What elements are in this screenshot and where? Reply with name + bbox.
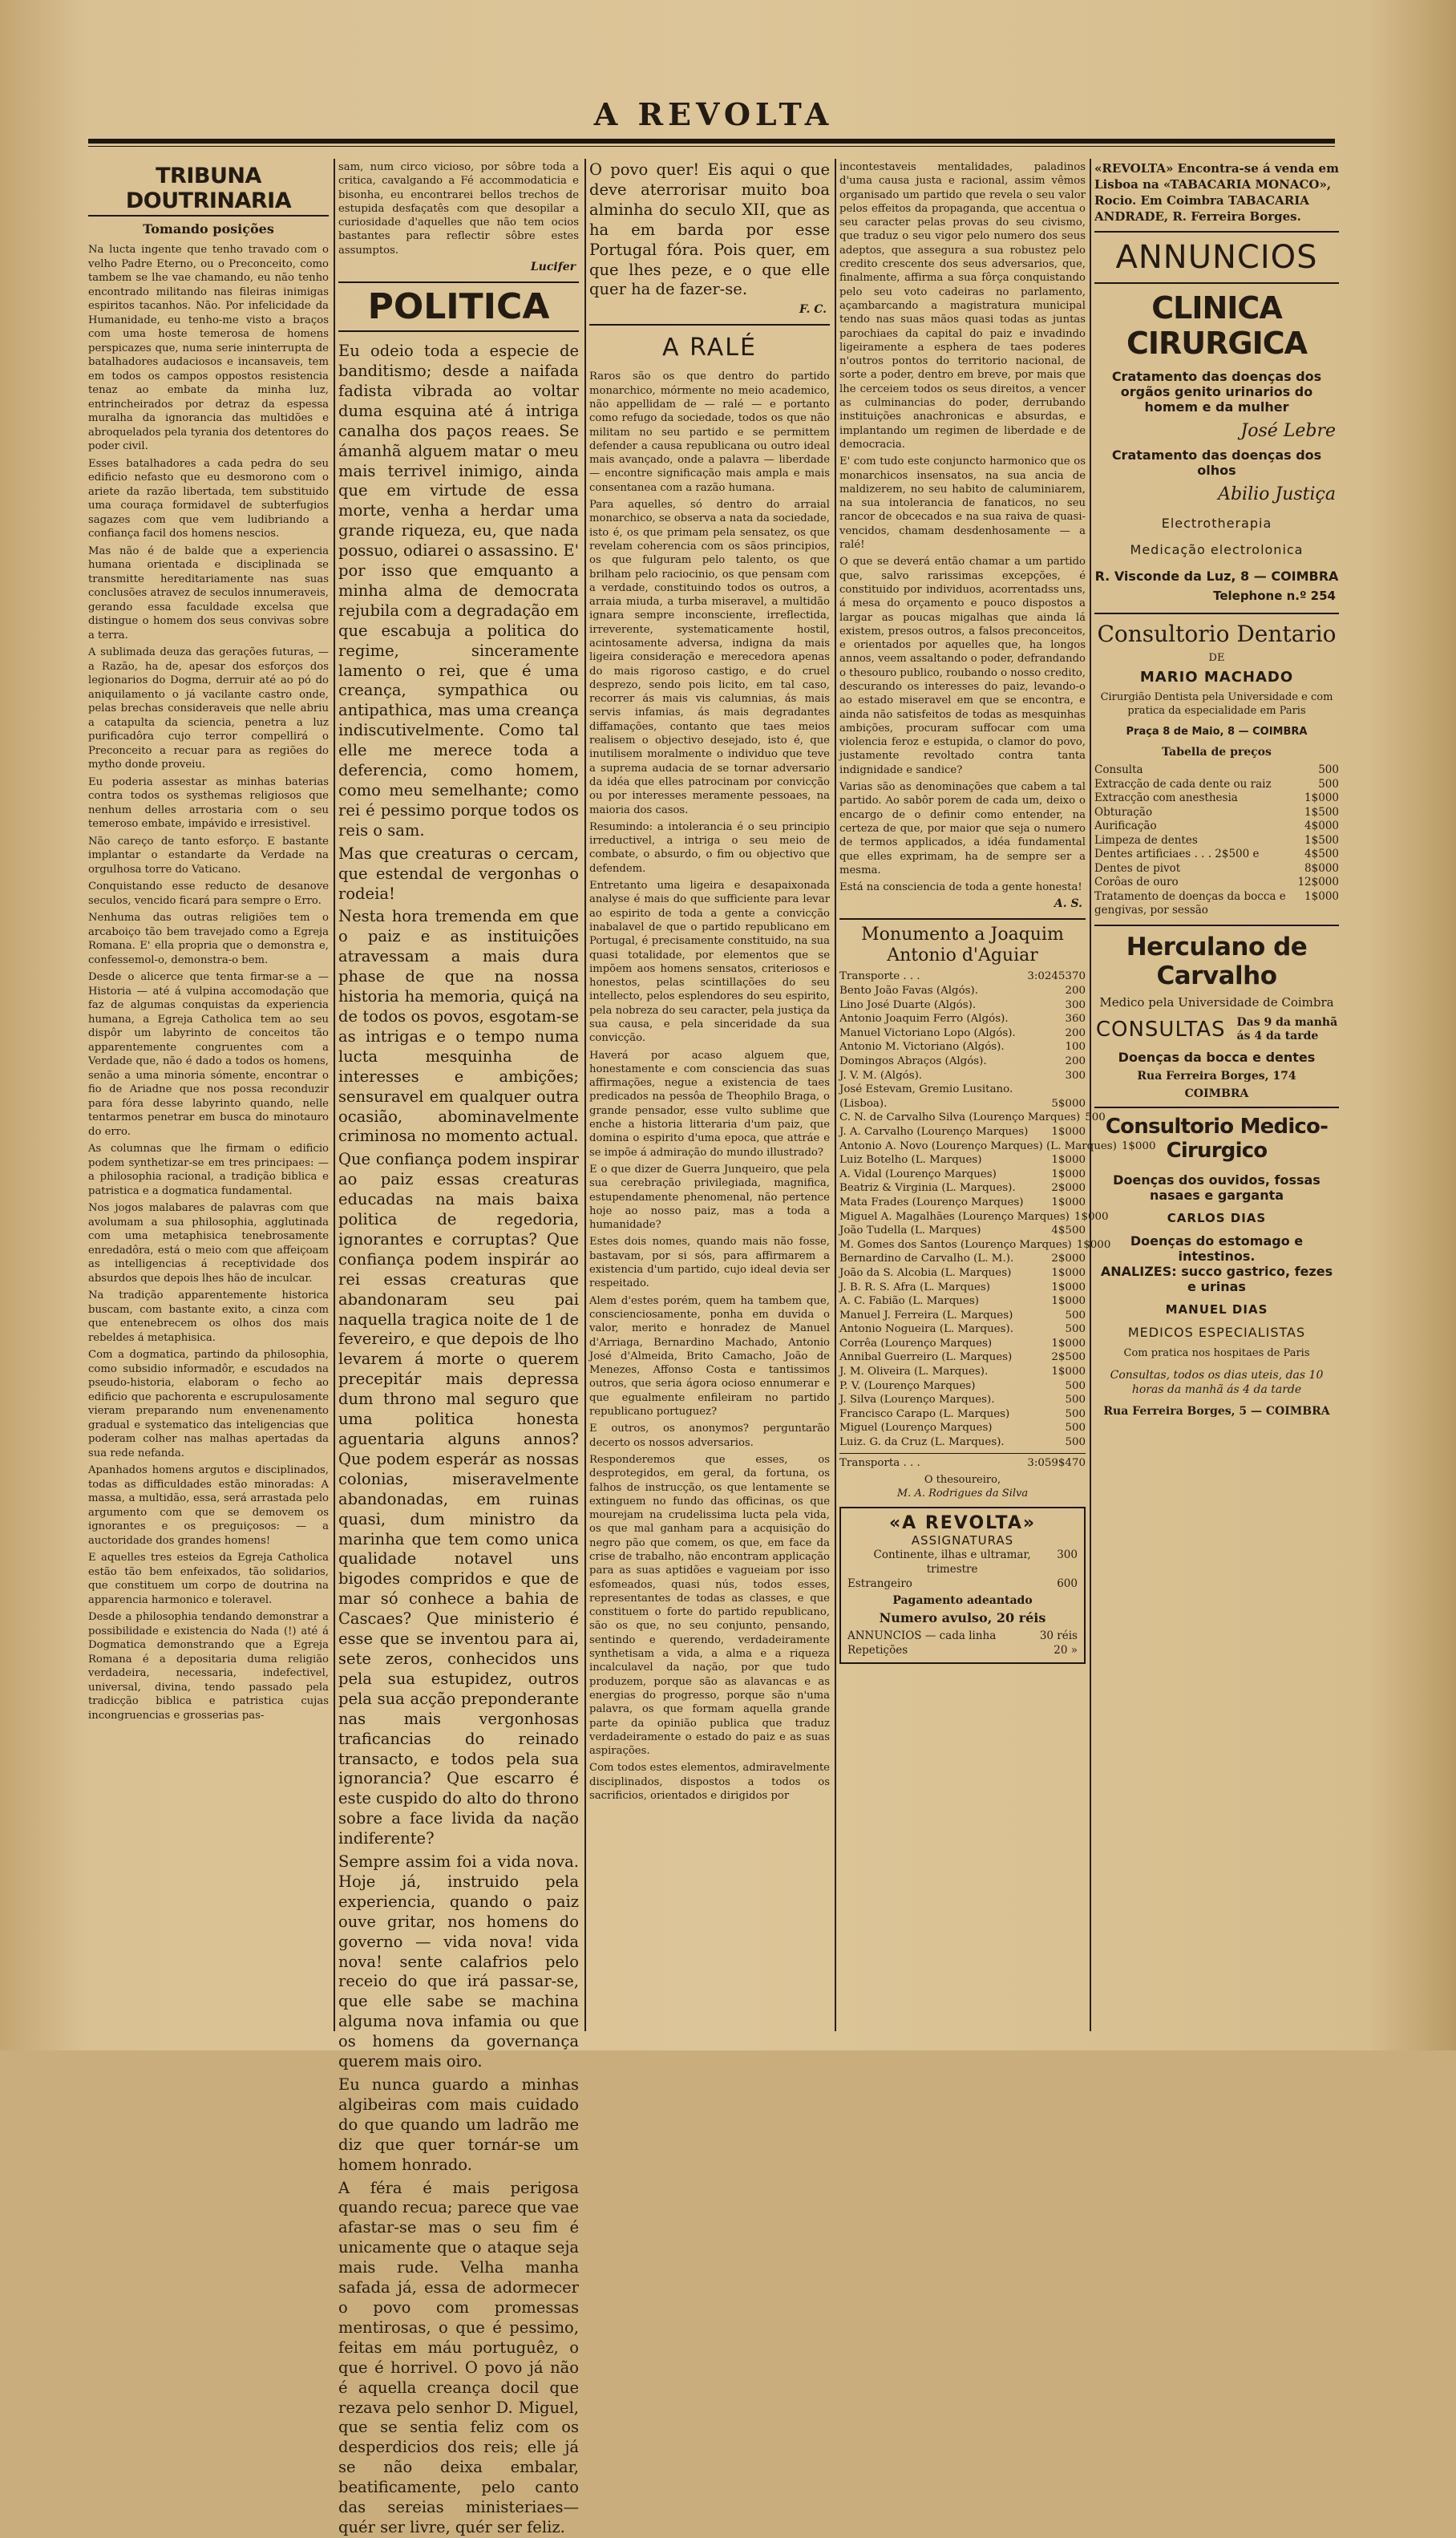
paragraph: Varias são as denominações que cabem a tal partido. Ao sabôr porem de cada um, deixo o encargo de o definir como entender, na certeza de que, por maior que seja o numero de termos applicados, a idéa fundamental que elles exprimam, ha de sempre ser a mesma. <box>839 781 1086 876</box>
price-value: 4$500 <box>1304 848 1339 860</box>
dentario-title: Consultorio Dentario <box>1097 621 1337 647</box>
paragraph: Eu nunca guardo a minhas algibeiras com mais cuidado do que quando um ladrão me diz que quer tornár-se um homem honrado. <box>338 2075 579 2174</box>
ledger-row <box>839 1407 1086 1422</box>
paragraph: Desde o alicerce que tenta firmar-se a — Historia — até á vulpina accomodação que faz de algumas conquistas da experiencia humana, a Egreja Catholica tem ao seu dispôr um labyrinto de conceitos tão apparentemente congruentes com a Verdade que, não é dado a todos os homens, senão a uma minoria sómente, encontrar o fio de Ariadne que nos possa reconduzir para fóra desse labyrinto quando, nelle tentarmos penetrar em busca do minotauro do erro. <box>88 971 329 1138</box>
ledger-row <box>839 1083 1086 1097</box>
column-3 <box>589 160 830 2029</box>
paragraph: incontestaveis mentalidades, paladinos d'uma causa justa e racional, assim vêmos organisado um partido que revela o seu valor pelos effeitos da propaganda, que accentua o seu caracter pelas provas do seu civismo, que traduz o seu vigor pelo numero dos seus adeptos, que assegura a sua robustez pelo credito crescente dos seus adversarios, que, finalmente, affirma a sua fôrça conquistando pelo seu voto cadeiras no parlamento, açambarcando a magistratura municipal tendo nas suas mãos quasi todas as juntas parochiaes da capital do paiz e invadindo ligeiramente a esphera de taes poderes n'outros pontos do territorio nacional, de sorte a poder, dentro em breve, por mais que lhe cerceiem todos os seus direitos, a vencer as culminancias do poder, derrubando instituições anachronicas e absurdas, e implantando um regimen de liberdade e de democracia. <box>839 161 1086 451</box>
ledger-name: Domingos Abraços (Algós). <box>839 1055 987 1067</box>
ledger-row <box>839 1111 1106 1125</box>
ledger-row <box>839 969 1086 984</box>
paragraph: Para aquelles, só dentro do arraial monarchico, se observa a nata da sociedade, isto é, os que primam pela sensatez, os que revelam coherencia com os sãos principios, os que fulguram pelo talento, os que brilham pelo raciocinio, os que pensam com a verdade, constituindo todos os outros, a arraia miuda, a turba miseravel, a multidão ignara sempre inconsciente, irreflectida, irreverente, systematicamente hostil, acintosamente adversa, indigna da mais ligeira consideração e merecedora apenas do mais rigoroso castigo, e do cruel desprezo, sendo pois licito, em tal caso, recorrer ás mais vis calumnias, ás mais servis infamias, ás mais degradantes diffamações, contanto que taes meios realisem o objectivo desejado, isto é, que inutilisem moralmente o individuo que teve a suprema audacia de se tornar adversario da idéa que elles patrocinam por convicção ou por interesses meramente pessoaes, na maioria dos casos. <box>589 499 830 816</box>
ledger-row <box>839 1210 1109 1224</box>
ledger-amount: 500 <box>1065 1379 1086 1392</box>
consultas-label: CONSULTAS <box>1095 1017 1226 1042</box>
price-row <box>1094 820 1339 834</box>
masthead-rule-thin <box>88 146 1335 147</box>
ledger-name: Bernardino de Carvalho (L. M.). <box>839 1253 1014 1265</box>
ledger-amount: 300 <box>1065 1069 1086 1082</box>
ledger-name: J. M. Oliveira (L. Marques). <box>839 1366 989 1378</box>
ledger-name: Manuel J. Ferreira (L. Marques) <box>839 1309 1013 1322</box>
medico-cirurgico-ad <box>1094 1108 1339 1424</box>
ledger-name: J. A. Carvalho (Lourenço Marques) <box>839 1125 1029 1138</box>
ledger-row <box>839 1097 1086 1111</box>
paragraph: Eu odeio toda a especie de banditismo; desde a naifada fadista vibrada ao voltar duma esquina até á intriga canalha dos paços reaes. Se ámanhã alguem matar o meu mais terrivel inimigo, ainda que em virtude de essa morte, venha a herdar uma grande riqueza, eu, que nada possuo, odiarei o assassino. E' por isso que emquanto a minha alma de democrata rejubila com a degradação em que escabuja a politica do regime, sinceramente lamento o rei, que é uma creança, sympathica ou antipathica, mas uma creança indiscutivelmente. Como tal elle me merece toda a deferencia, como homem, como meu semelhante; como rei é pessimo porque todos os reis o sam. <box>338 342 579 840</box>
ledger-amount: 3:0245370 <box>1027 970 1086 983</box>
ledger-amount: 1$000 <box>1051 1168 1086 1180</box>
ledger-amount: 300 <box>1065 998 1086 1011</box>
olhos-doctor: Abilio Justiça <box>1218 484 1336 504</box>
ledger-name: João Tudella (L. Marques) <box>839 1224 981 1237</box>
price-item: Extracção com anesthesia <box>1094 791 1238 804</box>
herculano-title: Herculano de Carvalho <box>1126 932 1308 990</box>
cmc-specialty-2: Doenças do estomago e intestinos. <box>1130 1233 1304 1264</box>
ledger-row <box>839 1266 1086 1281</box>
column-1 <box>88 160 329 2029</box>
consultas-hours <box>1237 1016 1338 1043</box>
paragraph: Que confiança podem inspirar ao paiz essas creaturas educadas na mais baixa politica de regedoria, ignorantes e corruptas? Que confiança podem inspirár ao rei essas creaturas que abandonaram seu pai naquella tragica noite de 1 de fevereiro, e que depois de lho levarem á morte o querem precepitár mais depressa dum throno mal seguro que uma politica honesta aguentaria alguns annos? Que podem esperár as nossas colonias, miseravelmente abandonadas, em ruinas quasi, dum ministro da marinha que tem como unica qualidade notavel uns bigodes compridos e que de mar só conhece a bahia de Cascaes? Que ministerio é esse que se inventou para ai, sete zeros, conhecidos uns pela sua estupidez, outros pela sua acção preponderante nas mais vergonhosas traficancias do reinado transacto, e todos pela sua ignorancia? Que escarro é este cuspido do alto do throno sobre a face livida da nação indiferente? <box>338 1150 579 1848</box>
ledger-name: J. B. R. S. Afra (L. Marques) <box>839 1281 990 1293</box>
price-row <box>1094 834 1339 848</box>
paragraph: Esses batalhadores a cada pedra do seu edificio nefasto que eu desmorono com o ariete da razão libertada, tem substituido uma couraça formidavel de subterfugios sagazes com que vem ludibriando a confiança facil dos homens nescios. <box>88 457 329 540</box>
ledger-name: A. Vidal (Lourenço Marques) <box>839 1168 997 1180</box>
column-separator <box>835 159 836 2031</box>
ledger-name: Antonio M. Victoriano (Algós). <box>839 1041 1005 1054</box>
clinica-subtitle: Cratamento das doenças dos orgãos genito urinarios do homem e da mulher <box>1111 369 1322 415</box>
article-divider <box>839 918 1086 920</box>
ledger-row <box>839 1168 1086 1182</box>
subscription-title: «A REVOLTA» <box>888 1513 1037 1534</box>
paragraph: As columnas que lhe firmam o edificio podem synthetizar-se em tres principaes: — a philosophia racional, a tradição biblica e patristica e a dogmatica fundamental. <box>88 1143 329 1197</box>
ledger-row <box>839 1365 1086 1379</box>
annuncios-title: ANNUNCIOS <box>1115 239 1318 276</box>
paragraph: Alem d'estes porém, quem ha tambem que, conscienciosamente, ponha em duvida o valor, merito e honradez de Manuel d'Arriaga, Bernardino Machado, Antonio José d'Almeida, Brito Camacho, João de Menezes, Affonso Costa e tantissimos outros, que seria ágora ocioso ennumerar e que egualmente enfileiram no partido republicano portuguez? <box>589 1294 830 1419</box>
monumento-title: Monumento a Joaquim Antonio d'Aguiar <box>861 925 1064 966</box>
price-value: 1$500 <box>1304 805 1339 819</box>
dentario-de: DE <box>1208 652 1225 664</box>
paragraph: Mas que creaturas o cercam, que estendal de vergonhas o rodeia! <box>338 844 579 903</box>
paragraph: E aquelles tres esteios da Egreja Catholica estão tão bem enfeixados, tão solidarios, que constituem um corpo de doutrina na apparencia harmonico e toleravel. <box>88 1552 329 1606</box>
price-item: Dentes de pivot <box>1094 861 1181 875</box>
price-value: 12$000 <box>1297 876 1339 889</box>
column-separator <box>1090 159 1091 2031</box>
ledger-amount: 500 <box>1065 1309 1086 1322</box>
price-value: 500 <box>1318 763 1339 776</box>
price-value: 1$000 <box>1304 791 1339 804</box>
subscription-subtitle: ASSIGNATURAS <box>911 1533 1014 1548</box>
ledger-row <box>839 1224 1086 1238</box>
ledger-name: Luiz Botelho (L. Marques) <box>839 1154 982 1167</box>
subscription-line-label: Estrangeiro <box>847 1577 912 1591</box>
paragraph: sam, num circo vicioso, por sôbre toda a critica, cavalgando a Fé accommodaticia e bisonha, eu encontrarei bellos trechos de estupida desfaçatês com que desopilar a curiosidade d'aquelles que não tem ocios bastantes para reflectir sôbre estes assumptos. <box>338 161 579 257</box>
ledger-name: Antonio A. Novo (Lourenço Marques) (L. Marques) <box>839 1139 1117 1152</box>
price-item: Limpeza de dentes <box>1094 833 1198 847</box>
treasurer <box>839 1473 1086 1500</box>
paragraph: Não careço de tanto esforço. E bastante implantar o estandarte da Verdade na orgulhosa torre do Vaticano. <box>88 835 329 876</box>
ledger-name: Antonio Joaquim Ferro (Algós). <box>839 1013 1009 1026</box>
ledger-amount: 1$000 <box>1076 1238 1111 1251</box>
ledger-row <box>839 1281 1086 1295</box>
ledger-name: P. V. (Lourenço Marques) <box>839 1379 976 1392</box>
ledger-name: João da S. Alcobia (L. Marques) <box>839 1266 1012 1279</box>
clinica-doctor: José Lebre <box>1240 421 1336 441</box>
price-item: Dentes artificiaes . . . 2$500 e <box>1094 848 1260 860</box>
ledger-row <box>839 1125 1086 1139</box>
paragraph: Conquistando esse reducto de desanove seculos, vencido ficará para sempre o Erro. <box>88 880 329 907</box>
tribuna-title: TRIBUNA DOUTRINARIA <box>88 164 329 217</box>
price-item: Extracção de cada dente ou raiz <box>1094 777 1272 791</box>
ledger-name: (Lisboa). <box>839 1097 888 1110</box>
ledger-name: J. V. M. (Algós). <box>839 1069 923 1082</box>
tribuna-subtitle: Tomando posições <box>143 221 274 237</box>
ledger-amount <box>1081 1083 1086 1097</box>
author-signature: A. S. <box>1054 897 1082 911</box>
subscription-line-label: Continente, ilhas e ultramar, trimestre <box>873 1548 1031 1577</box>
electrotherapia: Electrotherapia <box>1161 516 1272 531</box>
consultas-hours-end: ás 4 da tarde <box>1236 1029 1319 1042</box>
ledger-name: Beatriz & Virginia (L. Marques). <box>839 1182 1016 1195</box>
paragraph: Sempre assim foi a vida nova. Hoje já, instruido pela experiencia, quando o paiz ouve gritar, nos homens do governo — vida nova! vida nova! sente calafrios pelo receio do que irá passar-se, que elle sabe se machina alguma nova infamia ou que os homens da governança querem mais oiro. <box>338 1852 579 2071</box>
paragraph: Eu poderia assestar as minhas baterias contra todos os systhemas religiosos que nenhum delles arrostaria com o seu temeroso embate, impávido e irresistivel. <box>88 775 329 830</box>
price-item: Obturação <box>1094 805 1153 819</box>
ledger-amount: 1$000 <box>1051 1196 1086 1208</box>
cmc-title: Consultorio Medico-Cirurgico <box>1105 1114 1329 1163</box>
price-row <box>1094 848 1339 862</box>
clinica-address: R. Visconde da Luz, 8 — COIMBRA <box>1094 569 1339 584</box>
ledger-amount: 500 <box>1065 1323 1086 1336</box>
ledger-row <box>839 1196 1086 1210</box>
cmc-medicos: MEDICOS ESPECIALISTAS <box>1127 1324 1306 1340</box>
paragraph: O povo quer! Eis aqui o que deve aterrorisar muito boa alminha do seculo XII, que as ha em barda por esse Portugal fóra. Pois quer, em que lhes peze, e o que elle quer ha de fazer-se. <box>589 160 830 299</box>
ledger-name: C. N. de Carvalho Silva (Lourenço Marques) <box>839 1111 1081 1124</box>
author-signature: Lucifer <box>530 261 576 274</box>
subscription-line-value: 600 <box>1057 1577 1078 1591</box>
ledger-row <box>839 998 1086 1013</box>
repeat-price-label: Repetições <box>847 1644 908 1658</box>
price-value: 4$000 <box>1304 820 1339 832</box>
ledger-amount: 1$000 <box>1051 1366 1086 1378</box>
ledger-name: Francisco Carapo (L. Marques) <box>839 1407 1010 1420</box>
ledger-name: M. Gomes dos Santos (Lourenço Marques) <box>839 1238 1072 1251</box>
ledger-name: Manuel Victoriano Lopo (Algós). <box>839 1026 1016 1039</box>
price-row <box>1094 763 1339 778</box>
paragraph: Desde a philosophia tendando demonstrar a possibilidade e existencia do Nada (!) até á Dogmatica demonstrando que a Egreja Romana é a depositaria duma religião verdadeira, necessaria, indefectivel, universal, divina, tendo passado pela tradicção biblica e patristica cujas incongruencias e grosserias pas- <box>88 1611 329 1722</box>
paragraph: E outros, os anonymos? perguntarão decerto os nossos adversarios. <box>589 1423 830 1449</box>
author-signature: F. C. <box>799 303 827 317</box>
cmc-pratica: Com pratica nos hospitaes de Paris <box>1123 1346 1310 1359</box>
ledger-amount: 2$500 <box>1051 1351 1086 1364</box>
herculano-specialty: Doenças da bocca e dentes <box>1118 1049 1316 1065</box>
column-separator <box>334 159 335 2031</box>
dentario-name: MARIO MACHADO <box>1139 669 1294 686</box>
clinica-telephone: Telephone n.º 254 <box>1213 589 1336 603</box>
ledger-row <box>839 1153 1086 1168</box>
price-item: Tratamento de doenças da bocca e gengivas, por sessão <box>1094 889 1286 917</box>
treasurer-name: M. A. Rodrigues da Silva <box>896 1488 1029 1500</box>
paragraph: Na lucta ingente que tenho travado com o velho Padre Eterno, ou o Preconceito, como tambem se lhe vae chamando, eu não tenho encontrado militando nas fileiras inimigas espiritos tacanhos. Não. Por infelicidade da Humanidade, eu tenho-me visto a braços com uma hoste temerosa de homens perspicazes que, numa serie ininterrupta de batalhadores audaciosos e incansaveis, tem em todos os campos oppostos resistencia tenaz ao embate da minha luz, entrincheirados por detraz da espessa muralha da ignorancia das multidões e abroquelados pela tyrania dos detentores do poder civil. <box>88 244 329 452</box>
herculano-address: Rua Ferreira Borges, 174 <box>1137 1069 1296 1083</box>
masthead <box>88 96 1339 136</box>
ledger-row <box>839 1181 1086 1196</box>
paragraph: O que se deverá então chamar a um partido que, salvo rarissimas excepções, é constituido por individuos, acorrentadss uns, á mesa do orçamento e pouco dispostos a largar as poucas migalhas que ainda lá existem, presos outros, a falsos preconceitos, e orientados por aquelles que, ha longos annos, veem assaltando o poder, defrandando o thesouro publico, roubando o nosso credito, descurando os interesses do paiz, levando-o ao estado miseravel em que se encontra, e ainda não satisfeitos de todas as mesquinhas ambições, procuram suffocar com uma violencia feroz e estupida, o clamor do povo, justamente revoltado contra tanta indignidade e sandice? <box>839 556 1086 776</box>
ledger-amount: 100 <box>1065 1041 1086 1054</box>
ledger-name: A. C. Fabião (L. Marques) <box>839 1295 979 1308</box>
ledger-name: Luiz. G. da Cruz (L. Marques). <box>839 1436 1005 1449</box>
price-list <box>1094 763 1339 918</box>
ledger-amount: 1$000 <box>1051 1281 1086 1293</box>
ledger-row <box>839 1252 1086 1266</box>
subscription-line <box>847 1548 1078 1577</box>
subscription-ledger <box>839 969 1156 1449</box>
masthead-rule <box>88 139 1335 144</box>
payment-note: Pagamento adeantado <box>892 1594 1033 1608</box>
paragraph: A sublimada deuza das gerações futuras, — a Razão, ha de, apesar dos esforços dos legionarios do Dogma, derruir até ao pó do aniquilamento o já vacilante castro onde, pelas brechas consideraveis que nelle abriu a catapulta da sciencia, penetra a luz purificadôra cujo terror compellirá o Preconceito a recuar para as regiões do mytho donde proveiu. <box>88 646 329 771</box>
ledger-row <box>839 1069 1086 1083</box>
ledger-amount: 200 <box>1065 1055 1086 1067</box>
ledger-row <box>839 1393 1086 1407</box>
ad-price-label: ANNUNCIOS — cada linha <box>847 1629 997 1643</box>
ledger-amount: 1$000 <box>1051 1337 1086 1350</box>
paragraph: Na tradição apparentemente historica buscam, com bastante exito, a cinza com que entenebrecem os olhos dos mais rebeldes á metaphisica. <box>88 1289 329 1344</box>
ledger-amount: 1$000 <box>1051 1125 1086 1138</box>
olhos-subtitle: Cratamento das doenças dos olhos <box>1111 447 1322 478</box>
price-value: 1$500 <box>1304 833 1339 847</box>
ad-price-line <box>847 1629 1078 1643</box>
paragraph: A féra é mais perigosa quando recua; parece que vae afastar-se mas o seu fim é unicamente que o ataque seja mais rude. Velha manha safada já, essa de adormecer o povo com promessas mentirosas, o que é pessimo, feitas em máu portuguêz, o que é horrivel. O povo já não é aquella creança docil que rezava pelo senhor D. Miguel, que se sentia feliz com os desperdicios dos reis; elle já se não deixa embalar, beatificamente, pelo canto das sereias ministeriaes—quér ser livre, quér ser feliz. <box>338 2178 579 2536</box>
ledger-amount: 1$000 <box>1051 1154 1086 1167</box>
ledger-amount: 1$000 <box>1121 1139 1156 1152</box>
cmc-doctor-1: CARLOS DIAS <box>1167 1210 1267 1225</box>
price-row <box>1094 876 1339 890</box>
consultas-row <box>1094 1016 1339 1043</box>
consultas-hours-start: Das 9 da manhã <box>1236 1015 1338 1029</box>
ledger-name: Bento João Favas (Algós). <box>839 985 979 998</box>
treasurer-role: O thesoureiro, <box>924 1474 1001 1487</box>
subscription-line <box>847 1577 1078 1591</box>
herculano-subtitle: Medico pela Universidade de Coimbra <box>1099 994 1334 1010</box>
rale-title: A RALÉ <box>662 334 757 362</box>
paragraph: Com todos estes elementos, admiravelmente disciplinados, dispostos a todos os sacrificios, orientados e dirigidos por <box>589 1762 830 1803</box>
paragraph: E o que dizer de Guerra Junqueiro, que pela sua cerebração privilegiada, magnifica, estupendamente phenomenal, não pertence hoje ao nosso paiz, mas a toda a humanidade? <box>589 1163 830 1232</box>
ledger-amount: 360 <box>1065 1013 1086 1026</box>
paragraph: Está na consciencia de toda a gente honesta! <box>839 881 1082 894</box>
herculano-city: COIMBRA <box>1184 1087 1249 1100</box>
ledger-name: Mata Frades (Lourenço Marques) <box>839 1196 1024 1208</box>
price-row <box>1094 791 1339 806</box>
annuncios-header <box>1094 233 1339 284</box>
ledger-row <box>839 1294 1086 1309</box>
paragraph: Estes dois nomes, quando mais não fosse, bastavam, por si sós, para affirmarem a existencia d'um partido, cujo ideal devia ser respeitado. <box>589 1236 830 1290</box>
ledger-row <box>839 1435 1086 1450</box>
ledger-name: Corrêa (Lourenço Marques) <box>839 1337 993 1350</box>
ledger-total <box>839 1453 1086 1471</box>
cmc-specialty-1: Doenças dos ouvidos, fossas nasaes e garganta <box>1113 1172 1321 1203</box>
price-row <box>1094 862 1339 876</box>
paragraph: Mas não é de balde que a experiencia humana orientada e disciplinada se transmitte hereditariamente nas suas conclusões atravez de seculos innumeraveis, gerando essa faculdade excelsa que distingue o homem dos seus convivas sobre a terra. <box>88 544 329 642</box>
dentario-description: Cirurgião Dentista pela Universidade e com pratica da especialidade em Paris <box>1100 691 1333 717</box>
clinica-ad <box>1094 284 1339 614</box>
paragraph: Entretanto uma ligeira e desapaixonada analyse é mais do que sufficiente para levar ao espirito de toda a gente a convicção inabalavel de que o partido republicano em Portugal, é precisamente constituido, na sua quasi totalidade, por elementos que se impõem aos homens sensatos, criteriosos e honestos, pelas scintillações do seu intellecto, pelos esplendores do seu espirito, pela nobreza do seu caracter, pela justiça da sua causa, e pela sinceridade da sua convicção. <box>589 880 830 1045</box>
ledger-total-amount: 3:059$470 <box>1027 1456 1086 1469</box>
subscription-line-value: 300 <box>1057 1548 1078 1562</box>
ledger-row <box>839 1350 1086 1365</box>
ledger-amount: 500 <box>1065 1436 1086 1449</box>
ledger-name: Lino José Duarte (Algós). <box>839 998 977 1011</box>
ledger-total-label: Transporta . . . <box>839 1456 920 1469</box>
price-item: Corôas de ouro <box>1094 876 1179 889</box>
paragraph: Com a dogmatica, partindo da philosophia, como subsidio informadôr, e escudados na pseudo-historia, elaboram o fecho ao edificio que pachorenta e escrupulosamente vieram preparando num envenenamento gradual e systematico das inteligencias que poderam colher nas malhas apertadas da sua rede nefanda. <box>88 1349 329 1459</box>
paragraph: E' com tudo este conjuncto harmonico que os monarchicos insensatos, na sua ancia de maldizerem, no seu habito de caluminiarem, na sua intolerancia de fanaticos, no seu rancor de obcecados e na sua raiva de quasi-vencidos, chamam desdenhosamente — a ralé! <box>839 455 1086 552</box>
repeat-price-value: 20 » <box>1054 1644 1078 1658</box>
repeat-price-line <box>847 1643 1078 1658</box>
sale-notice-text: «REVOLTA» Encontra-se á venda em Lisboa na «TABACARIA MONACO», Rocio. Em Coimbra TABACARIA ANDRADE, R. Ferreira Borges. <box>1094 161 1339 224</box>
subscription-box <box>839 1507 1086 1664</box>
medicacao: Medicação electrolonica <box>1130 542 1304 557</box>
paragraph: Nesta hora tremenda em que o paiz e as instituições atravessam a mais dura phase de que na nossa historia ha memoria, quiçá na de todos os povos, esgotam-se as intrigas e o tempo numa lucta mesquinha de interesses e ambições; sensuravel em qualquer outra ocasião, abominavelmente criminosa no momento actual. <box>338 907 579 1146</box>
ledger-row <box>839 1139 1156 1154</box>
ledger-amount: 200 <box>1065 985 1086 998</box>
ledger-name: Antonio Nogueira (L. Marques). <box>839 1323 1013 1336</box>
article-divider <box>589 324 830 326</box>
ledger-row <box>839 1238 1111 1253</box>
price-value: 8$000 <box>1304 861 1339 875</box>
dentario-ad <box>1094 614 1339 926</box>
ledger-row <box>839 1012 1086 1026</box>
ledger-amount: 5$000 <box>1051 1097 1086 1110</box>
ledger-amount: 200 <box>1065 1026 1086 1039</box>
ledger-row <box>839 1040 1086 1054</box>
ledger-name: Transporte . . . <box>839 970 920 983</box>
ledger-amount: 4$500 <box>1051 1224 1086 1237</box>
ledger-amount: 2$000 <box>1051 1253 1086 1265</box>
ledger-name: Miguel (Lourenço Marques) <box>839 1422 993 1435</box>
ledger-amount: 1$000 <box>1051 1295 1086 1308</box>
herculano-ad <box>1094 926 1339 1108</box>
cmc-doctor-2: MANUEL DIAS <box>1165 1301 1268 1317</box>
ledger-amount: 500 <box>1065 1394 1086 1407</box>
dentario-address: Praça 8 de Maio, 8 — COIMBRA <box>1126 726 1308 738</box>
price-row <box>1094 778 1339 792</box>
ledger-name: Annibal Guerreiro (L. Marques) <box>839 1351 1013 1364</box>
paragraph: Apanhados homens argutos e disciplinados, todas as difficuldades estão minoradas: A massa, a multidão, essa, será arrastada pelo argumento com que se demovem os ignorantes e os preguiçosos: — a auctoridade dos grandes homens! <box>88 1464 329 1547</box>
column-2 <box>338 160 579 2536</box>
politica-title: POLITICA <box>338 281 579 332</box>
column-separator <box>584 159 586 2031</box>
ledger-amount: 500 <box>1085 1111 1106 1124</box>
price-row <box>1094 890 1339 918</box>
column-5-ads <box>1094 160 1339 2029</box>
ledger-row <box>839 1379 1086 1394</box>
paragraph: Haverá por acaso alguem que, honestamente e com consciencia das suas affirmações, negue a existencia de taes predicados na pessôa de Theophilo Braga, o grande pensador, esse vulto sublime que enche a historia litteraria d'um paiz, que domina o espirito d'uma epoca, que attráe e se impõe á admiração do mundo illustrado? <box>589 1049 830 1159</box>
ledger-row <box>839 1026 1086 1041</box>
paragraph: Raros são os que dentro do partido monarchico, mórmente no meio academico, não appellidam de — ralé — e portanto como refugo da sociedade, todos os que não militam no seu partido e se permittem defender a causa republicana ou outro ideal mais avançado, onde a palavra — liberdade — encontre significação mais ampla e mais consentanea com a razão humana. <box>589 370 830 494</box>
ledger-row <box>839 1421 1086 1435</box>
ledger-amount: 2$000 <box>1051 1182 1086 1195</box>
prices-title: Tabella de preços <box>1162 746 1272 759</box>
ledger-name: José Estevam, Gremio Lusitano. <box>839 1083 1013 1096</box>
ledger-amount: 500 <box>1065 1422 1086 1435</box>
ledger-amount: 500 <box>1065 1407 1086 1420</box>
price-row <box>1094 806 1339 820</box>
price-value: 500 <box>1318 777 1339 791</box>
ledger-row <box>839 984 1086 998</box>
price-item: Consulta <box>1094 763 1143 776</box>
price-value: 1$000 <box>1304 889 1339 903</box>
ledger-row <box>839 1337 1086 1351</box>
ledger-amount: 1$000 <box>1074 1210 1109 1223</box>
ledger-row <box>839 1322 1086 1337</box>
paragraph: Responderemos que esses, os desprotegidos, em geral, da fortuna, os falhos de instrucção, os que lentamente se extinguem no fundo das officinas, os que mourejam na crudelissima lucta pela vida, os que mal ganham para a acquisição do negro pão que comem, os que, em face da crise de trabalho, não encontram applicação para as suas aptidões e vagueiam por isso esfomeados, quasi nús, todos esses, representantes de todas as classes, e que constituem o forte do partido republicano, são os que, no seu conjunto, pensando, sentindo e querendo, verdadeiramente synthetisam a vida, a alma e a riqueza incalculavel da nação, por que tudo produzem, porque são as alavancas e as energias do progresso, porque são n'uma palavra, os que formam aquella grande parte da opinião publica que traduz verdadeiramente o estado do paiz e as suas aspirações. <box>589 1453 830 1758</box>
cmc-address: Rua Ferreira Borges, 5 — COIMBRA <box>1103 1404 1330 1418</box>
cmc-consultas: Consultas, todos os dias uteis, das 10 horas da manhã ás 4 da tarde <box>1110 1368 1324 1396</box>
ad-price-value: 30 réis <box>1039 1629 1078 1643</box>
ledger-row <box>839 1309 1086 1323</box>
paragraph: Nenhuma das outras religiões tem o arcaboiço tão bem travejado como a Egreja Romana. E' ella propria que o demonstra e, confessemol-o, demonstra-o bem. <box>88 912 329 966</box>
single-issue-price: Numero avulso, 20 réis <box>879 1610 1046 1626</box>
sale-notice <box>1094 160 1339 233</box>
clinica-title: CLINICA CIRURGICA <box>1126 290 1308 361</box>
ledger-amount: 1$000 <box>1051 1266 1086 1279</box>
paragraph: Nos jogos malabares de palavras com que avolumam a sua philosophia, agglutinada com uma metaphisica tenebrosamente enredadôra, está o meio com que affeiçoam as intelligencias á receptividade dos absurdos que depois lhes hão de inculcar. <box>88 1202 329 1285</box>
price-item: Aurificação <box>1094 820 1157 832</box>
ledger-name: Miguel A. Magalhães (Lourenço Marques) <box>839 1210 1070 1223</box>
masthead-title: A REVOLTA <box>593 96 834 132</box>
ledger-name: J. Silva (Lourenço Marques). <box>839 1394 995 1407</box>
cmc-specialty-3: ANALIZES: succo gastrico, fezes e urinas <box>1100 1263 1333 1294</box>
ledger-row <box>839 1054 1086 1069</box>
paragraph: Resumindo: a intolerancia é o seu principio irreductivel, a intriga o seu meio de combate, o absurdo, o fim ou objectivo que defendem. <box>589 820 830 875</box>
